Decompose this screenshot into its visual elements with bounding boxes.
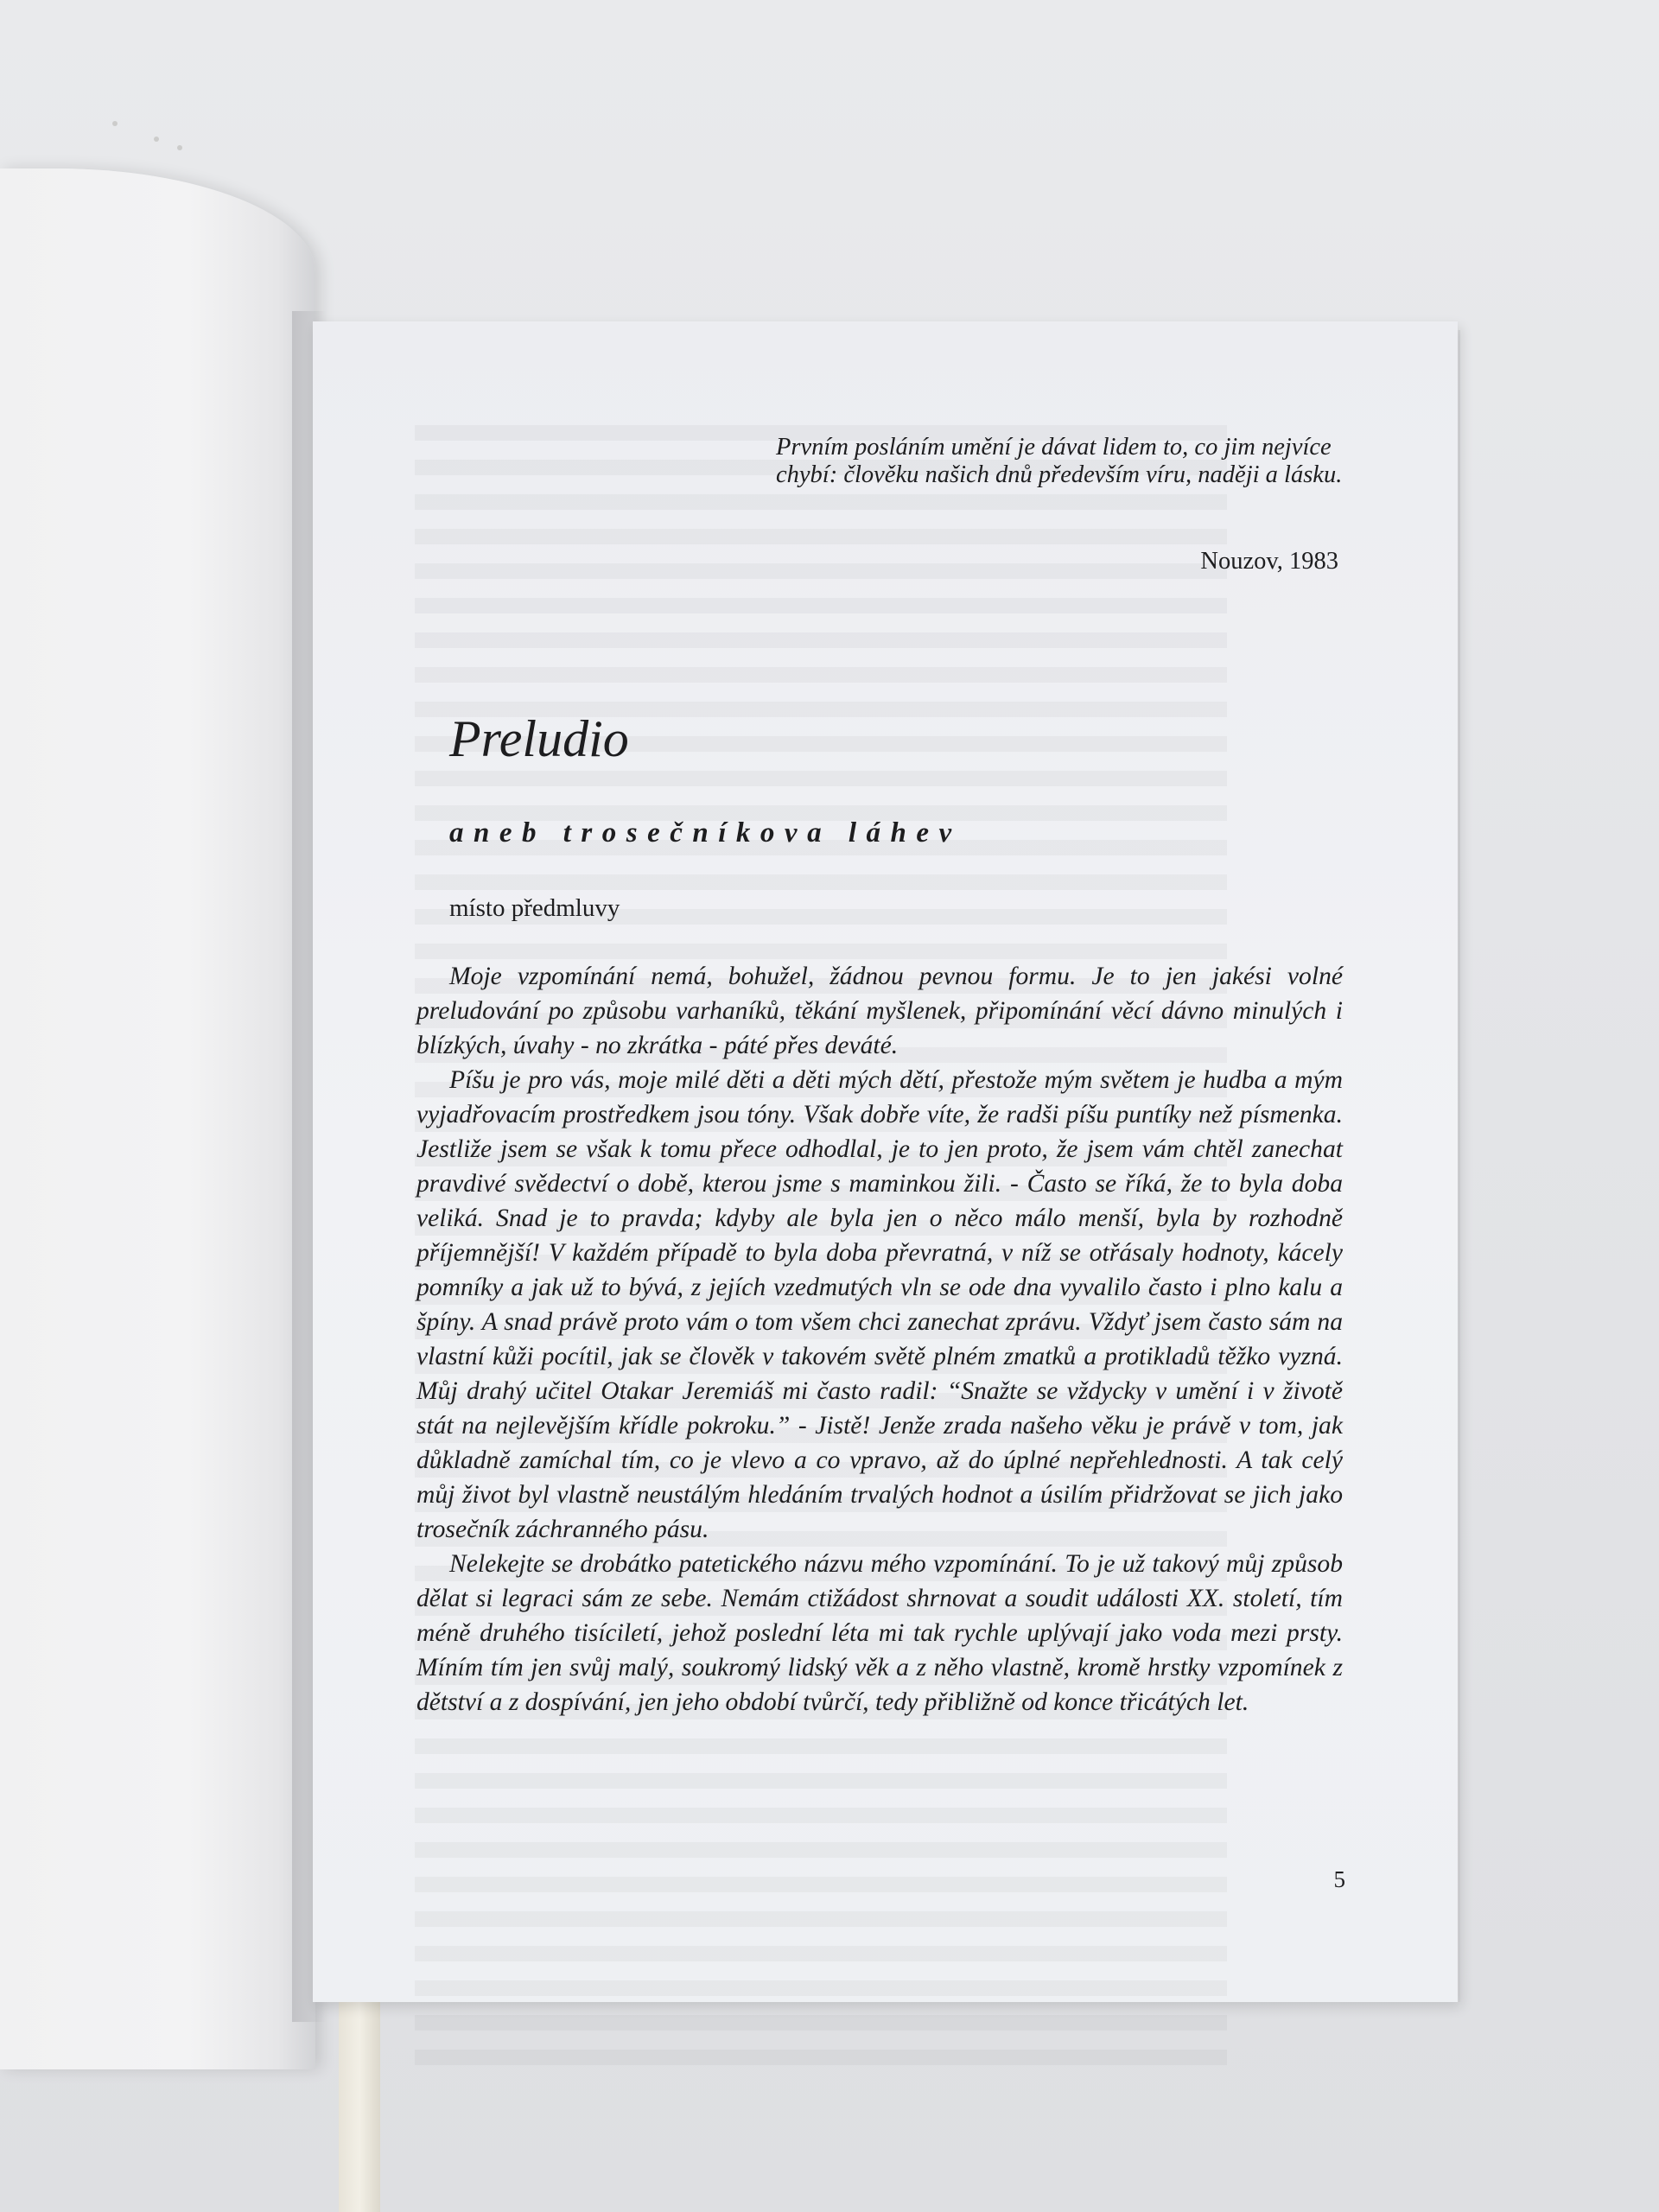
paragraph: Píšu je pro vás, moje milé děti a děti mých dětí, přestože mým světem je hudba a mým vyjadřovacím prostředkem jsou tóny. Však dobře víte, že radši píšu puntíky než písmenka. Jestliže jsem se však k tomu přece odhodlal, je to jen proto, že jsem vám chtěl zanechat pravdivé svědectví o době, kterou jsme s maminkou žili. - Často se říká, že to byla doba veliká. Snad je to pravda; kdyby ale byla jen o něco málo menší, byla by rozhodně příjemnější! V každém případě to byla doba převratná, v níž se otřásaly hodnoty, kácely pomníky a jak už to bývá, z jejích vzedmutých vln se ode dna vyvalilo často i plno kalu a špíny. A snad právě proto vám o tom všem chci zanechat zprávu. Vždyť jsem často sám na vlastní kůži pocítil, jak se člověk v takovém světě plném zmatků a protikladů těžko vyzná. Můj drahý učitel Otakar Jeremiáš mi často radil: “Snažte se vždycky v umění i v životě stát na nejlevějším křídle pokroku.” - Jistě! Jenže zrada našeho věku je právě v tom, jak důkladně zamíchal tím, co je vlevo a co vpravo, až do úplné nepřehlednosti. A tak celý můj život byl vlastně neustálým hledáním trvalých hodnot a úsilím přidržovat se jich jako trosečník záchranného pásu.: [416, 1066, 1343, 1543]
chapter-subtitle: aneb trosečníkova láhev: [449, 817, 962, 849]
chapter-title: Preludio: [449, 710, 629, 767]
left-page: [0, 168, 315, 2069]
right-page: [313, 321, 1458, 2002]
tabletop-speck: [112, 121, 118, 126]
bookmark-ribbon: [339, 1979, 380, 2212]
paragraph: Moje vzpomínání nemá, bohužel, žádnou pevnou formu. Je to jen jakési volné preludování po způsobu varhaníků, těkání myšlenek, připomínání věcí dávno minulých i blízkých, úvahy - no zkrátka - páté přes deváté.: [416, 963, 1343, 1059]
body-text: [416, 959, 1343, 1719]
tabletop-speck: [177, 145, 182, 150]
epigraph-place-date: Nouzov, 1983: [1200, 548, 1338, 575]
chapter-note: místo předmluvy: [449, 894, 620, 922]
page-number: 5: [1333, 1866, 1345, 1892]
epigraph: Prvním posláním umění je dávat lidem to, co jim nejvíce chybí: člověku našich dnů především víru, naději a lásku.: [776, 434, 1343, 488]
tabletop-speck: [154, 137, 159, 142]
paragraph: Nelekejte se drobátko patetického názvu mého vzpomínání. To je už takový můj způsob dělat si legraci sám ze sebe. Nemám ctižádost shrnovat a soudit události XX. století, tím méně druhého tisíciletí, jehož poslední léta mi tak rychle uplývají jako voda mezi prsty. Míním tím jen svůj malý, soukromý lidský věk a z něho vlastně, kromě hrstky vzpomínek z dětství a z dospívání, jen jeho období tvůrčí, tedy přibližně od konce třicátých let.: [416, 1550, 1343, 1716]
